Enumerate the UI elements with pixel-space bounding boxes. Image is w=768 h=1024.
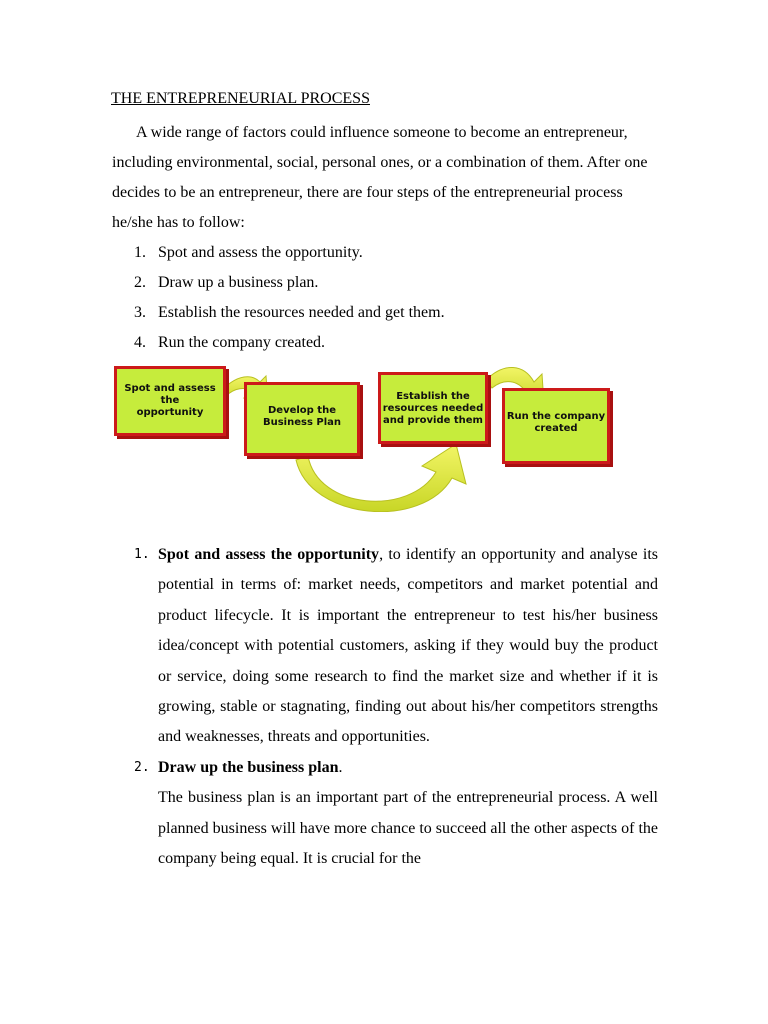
step-text: Spot and assess the opportunity.	[158, 244, 363, 261]
box-label: resources needed	[382, 403, 484, 414]
process-diagram	[110, 360, 620, 512]
diagram-box-establish-resources	[378, 372, 488, 444]
step-number: 4.	[134, 334, 146, 351]
box-label: created	[534, 423, 578, 434]
detail-paragraph: The business plan is an important part of the entrepreneurial process. A well planned business will have more chance to succeed all the other aspects of the company being equal. It is crucial for the	[158, 789, 658, 868]
step-text: Establish the resources needed and get them.	[158, 304, 445, 321]
intro-text: A wide range of factors could influence someone to become an entrepreneur, including environmental, social, personal ones, or a combination of them. After one decides to be an entrepreneur, there are four steps of the entrepreneurial process he/she has to follow:	[112, 124, 648, 231]
steps-list	[134, 238, 445, 358]
step-text: Draw up a business plan.	[158, 274, 319, 291]
box-label: Business Plan	[262, 417, 342, 428]
step-text: Run the company created.	[158, 334, 326, 351]
step-number: 2.	[134, 274, 146, 291]
box-label: Run the company	[506, 411, 606, 422]
detail-body	[158, 753, 658, 783]
details-list	[134, 540, 658, 874]
step-number: 1.	[134, 244, 146, 261]
step-number: 3.	[134, 304, 146, 321]
detail-text: , to identify an opportunity and analyse its potential in terms of: market needs, competitors and market potential and product lifecycle. It is important the entrepreneur to test his/her business idea/concept with potential customers, asking if they would buy the product or service, doing some research to find the market size and whether if it is growing, stable or stagnating, finding out about his/her competitors strengths and weaknesses, threats and opportunities.	[158, 546, 658, 746]
detail-number: 1.	[134, 547, 150, 562]
detail-number: 2.	[134, 759, 150, 775]
detail-heading: Spot and assess the opportunity	[158, 546, 380, 563]
list-item	[134, 328, 445, 358]
list-item	[134, 298, 445, 328]
diagram-box-run-company	[502, 388, 610, 464]
list-item	[134, 268, 445, 298]
document-title: THE ENTREPRENEURIAL PROCESS	[111, 90, 370, 107]
box-label: and provide them	[383, 415, 483, 426]
list-item	[134, 540, 658, 753]
box-label: Spot and assess the	[124, 383, 216, 406]
box-label: Establish the	[396, 391, 470, 402]
intro-paragraph	[112, 118, 652, 238]
diagram-box-spot-opportunity	[114, 366, 226, 436]
detail-text: .	[338, 758, 343, 776]
detail-body	[158, 540, 658, 753]
box-label: Develop the	[267, 405, 336, 416]
list-item	[134, 238, 445, 268]
list-item	[134, 753, 658, 875]
diagram-box-develop-plan	[244, 382, 360, 456]
detail-heading: Draw up the business plan	[158, 758, 339, 776]
box-label: opportunity	[136, 407, 204, 418]
